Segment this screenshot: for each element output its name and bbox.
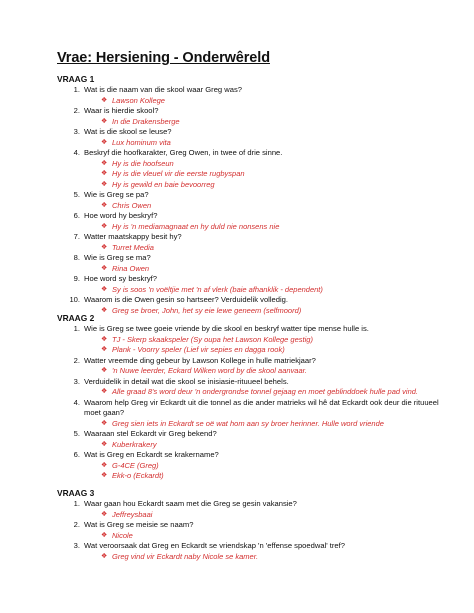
question-item [57, 520, 457, 531]
answer-text: 'n Nuwe leerder, Eckard Wilken word by die skool aanvaar. [112, 366, 307, 375]
question-text: Wat is Greg se meisie se naam? [84, 520, 194, 529]
question-text: Wat is die skool se leuse? [84, 127, 172, 136]
question-item [57, 429, 457, 440]
diamond-bullet-icon: ❖ [101, 170, 108, 177]
question-text: Beskryf die hoofkarakter, Greg Owen, in twee of drie sinne. [84, 148, 283, 157]
diamond-bullet-icon: ❖ [101, 285, 108, 293]
diamond-bullet-icon: ❖ [101, 552, 108, 560]
answer-text: Hy is die vleuel vir die eerste rugbyspan [112, 169, 245, 178]
answer-item [57, 440, 457, 451]
diamond-bullet-icon: ❖ [101, 201, 108, 209]
question-number: 4. [73, 397, 80, 407]
diamond-bullet-icon: ❖ [101, 472, 108, 479]
answer-text: Greg se broer, John, het sy eie lewe geneem (selfmoord) [112, 305, 302, 315]
answer-text: Lux hominum vita [112, 137, 171, 147]
question-text: Verduidelik in detail wat die skool se inisiasie-rituueel behels. [84, 376, 289, 386]
diamond-bullet-icon: ❖ [101, 440, 108, 448]
answer-item [57, 335, 457, 346]
answer-text: Ekk-o (Eckardt) [112, 471, 164, 480]
answer-text: Turret Media [112, 242, 154, 252]
answer-text: Alle graad 8's word deur 'n ondergrondse tonnel gejaag en moet geblinddoek hulle pad vind. [112, 387, 418, 396]
question-item [57, 324, 457, 335]
question-item [57, 106, 457, 117]
diamond-bullet-icon: ❖ [101, 264, 108, 272]
question-number: 3. [73, 376, 80, 386]
answer-text: Hy is 'n mediamagnaat en hy duld nie nonsens nie [112, 221, 280, 231]
answer-text: TJ - Skerp skaakspeler (Sy oupa het Lawson Kollege gestig) [112, 334, 313, 344]
section-heading: VRAAG 2 [57, 313, 95, 323]
answer-item [57, 138, 457, 149]
diamond-bullet-icon: ❖ [101, 388, 108, 395]
question-text: Wat is die naam van die skool waar Greg was? [84, 85, 242, 94]
question-text: Waar is hierdie skool? [84, 106, 159, 115]
question-item [57, 499, 457, 510]
answer-item [57, 510, 457, 521]
question-item [57, 377, 457, 388]
answer-item [57, 222, 457, 233]
question-item [57, 356, 457, 367]
question-number: 5. [73, 190, 80, 199]
question-text: Wie is Greg se twee goeie vriende by die skool en beskryf watter tipe mense hulle is. [84, 324, 369, 333]
answer-item [57, 96, 457, 107]
question-text: Hoe word hy beskryf? [84, 211, 158, 220]
answer-item [57, 117, 457, 128]
section-heading: VRAAG 3 [57, 488, 95, 498]
diamond-bullet-icon: ❖ [101, 222, 108, 230]
question-text: Wie is Greg se pa? [84, 190, 149, 199]
answer-item [57, 285, 457, 296]
question-number: 6. [73, 211, 80, 220]
section-vraag-3 [57, 487, 457, 562]
diamond-bullet-icon: ❖ [101, 335, 108, 343]
question-item [57, 541, 457, 552]
answer-item [57, 471, 457, 482]
diamond-bullet-icon: ❖ [101, 461, 108, 469]
diamond-bullet-icon: ❖ [101, 159, 108, 167]
question-number: 2. [73, 355, 80, 365]
answer-text: Greg sien iets in Eckardt se oë wat hom aan sy broer herinner. Hulle word vriende [112, 418, 384, 428]
answer-item [57, 366, 457, 377]
section-vraag-2 [57, 312, 457, 482]
question-text: Wat veroorsaak dat Greg en Eckardt se vriendskap 'n 'effense spoedwal' tref? [84, 541, 345, 550]
answer-text: Nicole [112, 530, 133, 540]
answer-text: Rina Owen [112, 263, 150, 273]
answer-text: Hy is gewild en baie bevoorreg [112, 179, 215, 189]
answer-item [57, 159, 457, 170]
answer-item [57, 531, 457, 542]
answer-item [57, 264, 457, 275]
diamond-bullet-icon: ❖ [101, 117, 108, 125]
answer-item [57, 345, 457, 356]
question-number: 1. [73, 324, 80, 333]
question-text: Waaraan stel Eckardt vir Greg bekend? [84, 429, 217, 438]
answer-text: Lawson Kollege [112, 95, 165, 105]
question-item [57, 211, 457, 222]
answer-text: Plank - Voorry speler (Lief vir sepies en dagga rook) [112, 345, 285, 354]
question-item [57, 274, 457, 285]
question-item [57, 85, 457, 96]
diamond-bullet-icon: ❖ [101, 138, 108, 146]
page-title: Vrae: Hersiening - Onderwêreld [57, 50, 270, 66]
answer-text: Kuberkrakery [112, 439, 157, 449]
question-number: 6. [73, 450, 80, 459]
answer-item [57, 419, 457, 430]
answer-text: Chris Owen [112, 200, 152, 210]
question-item [57, 398, 457, 419]
question-item [57, 295, 457, 306]
question-number: 3. [73, 127, 80, 136]
question-item [57, 450, 457, 461]
answer-item [57, 461, 457, 472]
question-number: 5. [73, 429, 80, 438]
question-item [57, 148, 457, 159]
question-number: 10. [69, 295, 80, 304]
diamond-bullet-icon: ❖ [101, 180, 108, 188]
question-text: Wat is Greg en Eckardt se krakername? [84, 450, 219, 459]
question-item [57, 232, 457, 243]
answer-text: Sy is soos 'n voëltjie met 'n af vlerk (baie afhanklik - dependent) [112, 284, 323, 294]
answer-item [57, 243, 457, 254]
diamond-bullet-icon: ❖ [101, 367, 108, 374]
diamond-bullet-icon: ❖ [101, 510, 108, 518]
answer-item [57, 169, 457, 180]
question-text: Watter vreemde ding gebeur by Lawson Kollege in hulle matriekjaar? [84, 355, 316, 365]
question-number: 2. [73, 106, 80, 115]
diamond-bullet-icon: ❖ [101, 306, 108, 314]
question-item [57, 190, 457, 201]
section-heading: VRAAG 1 [57, 74, 95, 84]
answer-item [57, 552, 457, 563]
answer-item [57, 387, 457, 398]
question-number: 1. [73, 499, 80, 508]
question-text: Waar gaan hou Eckardt saam met die Greg se gesin vakansie? [84, 499, 297, 508]
question-number: 9. [73, 274, 80, 283]
section-vraag-1 [57, 73, 457, 316]
answer-item [57, 201, 457, 212]
question-number: 4. [73, 148, 80, 157]
answer-text: Hy is die hoofseun [112, 158, 174, 168]
question-text: Watter maatskappy besit hy? [84, 232, 182, 241]
question-item [57, 127, 457, 138]
diamond-bullet-icon: ❖ [101, 243, 108, 251]
question-text: Hoe word sy beskryf? [84, 274, 158, 283]
answer-text: Jeffreysbaai [112, 509, 153, 519]
diamond-bullet-icon: ❖ [101, 531, 108, 539]
question-number: 8. [73, 253, 80, 262]
diamond-bullet-icon: ❖ [101, 346, 108, 353]
question-item [57, 253, 457, 264]
diamond-bullet-icon: ❖ [101, 419, 108, 427]
question-text: Waarom help Greg vir Eckardt uit die tonnel as die ander matrieks wil hê dat Eckardt ook deur die rituueel moet gaan? [84, 397, 439, 417]
answer-text: Greg vind vir Eckardt naby Nicole se kamer. [112, 551, 259, 561]
question-number: 1. [73, 85, 80, 94]
question-text: Wie is Greg se ma? [84, 253, 151, 262]
question-number: 7. [73, 232, 80, 241]
question-text: Waarom is die Owen gesin so hartseer? Verduidelik volledig. [84, 295, 289, 304]
answer-item [57, 180, 457, 191]
question-number: 2. [73, 520, 80, 529]
question-number: 3. [73, 541, 80, 550]
diamond-bullet-icon: ❖ [101, 96, 108, 104]
answer-text: G-4CE (Greg) [112, 460, 159, 470]
answer-text: In die Drakensberge [112, 116, 180, 126]
